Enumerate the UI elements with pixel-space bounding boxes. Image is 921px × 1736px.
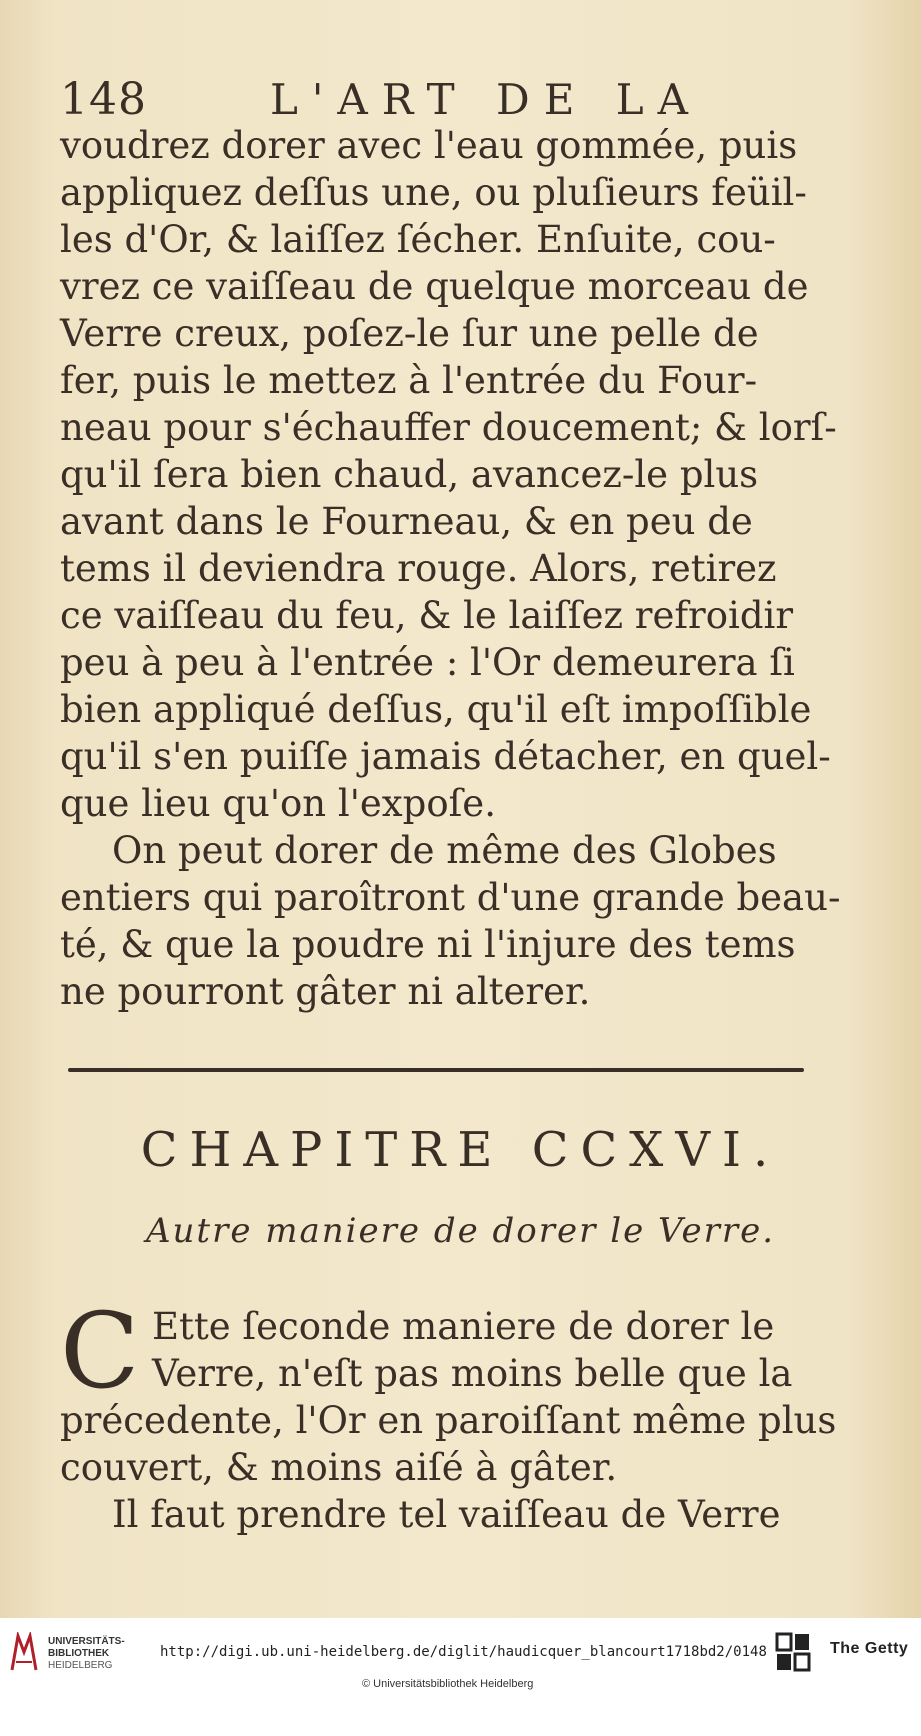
text-line: Ette ſeconde maniere de dorer le bbox=[152, 1305, 775, 1348]
text-line: que lieu qu'on l'expoſe. bbox=[60, 782, 496, 825]
permalink-url[interactable]: http://digi.ub.uni-heidelberg.de/diglit/haudicquer_blancourt1718bd2/0148 bbox=[160, 1644, 767, 1660]
copyright-notice: © Universitätsbibliothek Heidelberg bbox=[362, 1678, 534, 1690]
library-name-line-2: BIBLIOTHEK bbox=[48, 1648, 110, 1659]
chapter-subtitle: Autre maniere de dorer le Verre. bbox=[145, 1211, 776, 1251]
text-line: voudrez dorer avec l'eau gommée, puis bbox=[60, 124, 798, 167]
getty-logo-icon bbox=[775, 1632, 811, 1674]
library-name-line-1: UNIVERSITÄTS- bbox=[48, 1636, 125, 1647]
partner-name: The Getty bbox=[830, 1640, 909, 1657]
section-divider bbox=[68, 1068, 804, 1072]
text-line: entiers qui paroîtront d'une grande beau- bbox=[60, 876, 841, 919]
text-line: couvert, & moins aiſé à gâter. bbox=[60, 1446, 618, 1489]
text-line: neau pour s'échauffer doucement; & lorſ- bbox=[60, 406, 837, 449]
text-line: appliquez deſſus une, ou pluſieurs feüil- bbox=[60, 171, 807, 214]
text-line: bien appliqué deſſus, qu'il eſt impoſſible bbox=[60, 688, 812, 731]
library-city: HEIDELBERG bbox=[48, 1660, 113, 1671]
text-line: ce vaiſſeau du feu, & le laiſſez refroidir bbox=[60, 594, 794, 637]
running-title: L'ART DE LA bbox=[270, 75, 702, 124]
text-line: qu'il s'en puiſſe jamais détacher, en quel- bbox=[60, 735, 831, 778]
text-line: té, & que la poudre ni l'injure des tems bbox=[60, 923, 796, 966]
chapter-title: CHAPITRE CCXVI. bbox=[140, 1122, 781, 1178]
ub-heidelberg-logo-icon bbox=[10, 1632, 38, 1672]
viewer-footer bbox=[0, 1618, 921, 1736]
text-line: précedente, l'Or en paroiſſant même plus bbox=[60, 1399, 837, 1442]
text-line: Verre creux, poſez-le ſur une pelle de bbox=[60, 312, 759, 355]
text-line: tems il deviendra rouge. Alors, retirez bbox=[60, 547, 777, 590]
text-line: Il faut prendre tel vaiſſeau de Verre bbox=[112, 1493, 781, 1536]
text-line: avant dans le Fourneau, & en peu de bbox=[60, 500, 753, 543]
library-logo-text bbox=[48, 1636, 125, 1672]
body-text bbox=[60, 122, 841, 1015]
text-line: Verre, n'eſt pas moins belle que la bbox=[152, 1352, 793, 1395]
text-line: qu'il ſera bien chaud, avancez-le plus bbox=[60, 453, 759, 496]
text-line: peu à peu à l'entrée : l'Or demeurera ſi bbox=[60, 641, 795, 684]
text-line: fer, puis le mettez à l'entrée du Four- bbox=[60, 359, 758, 402]
text-line: les d'Or, & laiſſez ſécher. Enſuite, cou- bbox=[60, 218, 776, 261]
text-line: On peut dorer de même des Globes bbox=[112, 829, 777, 872]
drop-cap: C bbox=[60, 1290, 140, 1412]
text-line: ne pourront gâter ni alterer. bbox=[60, 970, 591, 1013]
page-number: 148 bbox=[60, 74, 147, 125]
running-head bbox=[60, 74, 820, 126]
text-line: vrez ce vaiſſeau de quelque morceau de bbox=[60, 265, 809, 308]
chapter-text bbox=[60, 1290, 837, 1538]
